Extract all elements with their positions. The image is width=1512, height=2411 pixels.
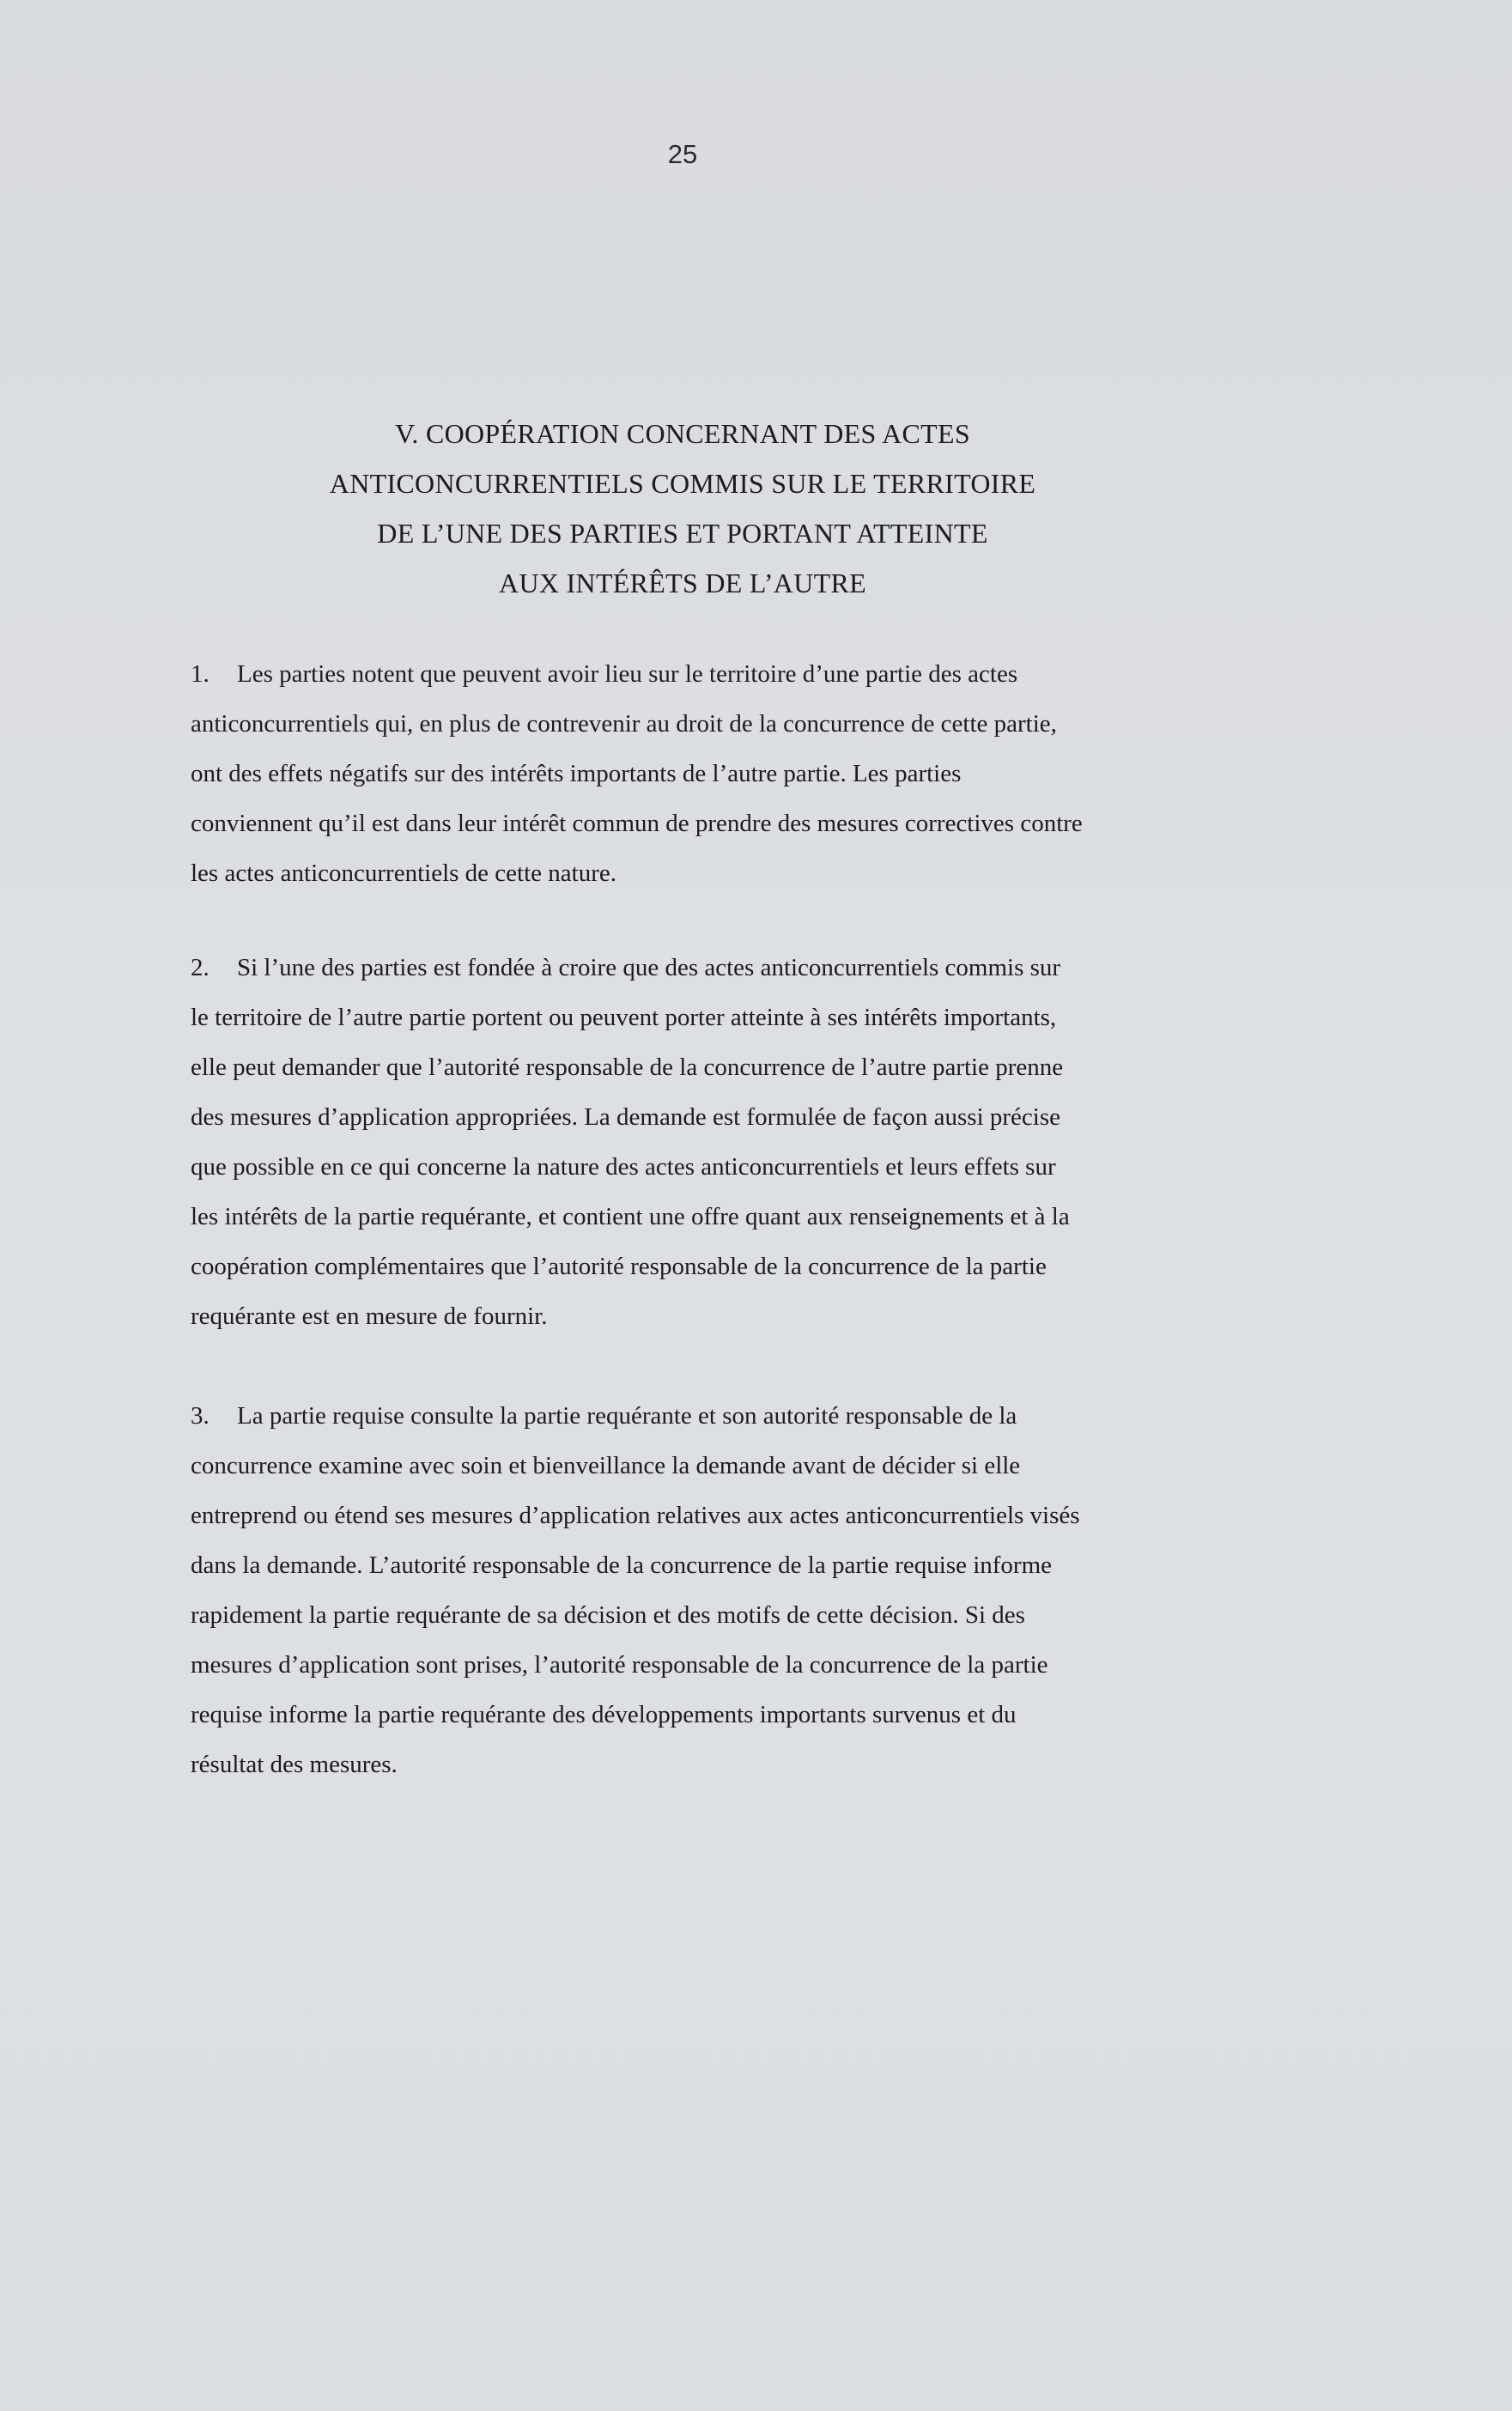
paragraph-line: concurrence examine avec soin et bienveillance la demande avant de décider si elle — [191, 1452, 1021, 1479]
paragraph-line: les actes anticoncurrentiels de cette nature. — [191, 859, 616, 887]
heading-line: V. COOPÉRATION CONCERNANT DES ACTES — [395, 418, 970, 449]
paragraph-3 — [191, 1391, 1178, 1789]
paragraph-line: Les parties notent que peuvent avoir lieu sur le territoire d’une partie des actes — [237, 660, 1018, 688]
paragraph-line: requérante est en mesure de fournir. — [191, 1303, 548, 1330]
heading-line: ANTICONCURRENTIELS COMMIS SUR LE TERRITOIRE — [329, 468, 1036, 499]
paragraph-line: dans la demande. L’autorité responsable de la concurrence de la partie requise informe — [191, 1552, 1053, 1579]
paragraph-1 — [191, 649, 1178, 898]
paragraph-line: elle peut demander que l’autorité responsable de la concurrence de l’autre partie prenne — [191, 1054, 1064, 1081]
paragraph-line: La partie requise consulte la partie requérante et son autorité responsable de la — [237, 1402, 1017, 1430]
section-heading — [0, 409, 1365, 608]
paragraph-number: 2. — [191, 954, 209, 981]
paragraph-number: 3. — [191, 1402, 209, 1430]
paragraph-line: ont des effets négatifs sur des intérêts importants de l’autre partie. Les parties — [191, 760, 962, 787]
paragraph-line: des mesures d’application appropriées. La demande est formulée de façon aussi précise — [191, 1103, 1060, 1131]
heading-line: DE L’UNE DES PARTIES ET PORTANT ATTEINTE — [377, 518, 988, 549]
heading-line: AUX INTÉRÊTS DE L’AUTRE — [499, 568, 866, 598]
paragraph-line: requise informe la partie requérante des développements importants survenus et du — [191, 1701, 1017, 1728]
paragraph-line: que possible en ce qui concerne la nature des actes anticoncurrentiels et leurs effets sur — [191, 1153, 1056, 1181]
paragraph-line: mesures d’application sont prises, l’autorité responsable de la concurrence de la partie — [191, 1651, 1048, 1679]
paragraph-line: coopération complémentaires que l’autorité responsable de la concurrence de la partie — [191, 1253, 1047, 1280]
paragraph-line: Si l’une des parties est fondée à croire que des actes anticoncurrentiels commis sur — [237, 954, 1061, 981]
paragraph-line: le territoire de l’autre partie portent ou peuvent porter atteinte à ses intérêts importants, — [191, 1004, 1057, 1031]
paragraph-line: anticoncurrentiels qui, en plus de contrevenir au droit de la concurrence de cette partie, — [191, 710, 1057, 738]
paragraph-line: conviennent qu’il est dans leur intérêt commun de prendre des mesures correctives contre — [191, 810, 1083, 837]
paragraph-2 — [191, 943, 1178, 1341]
paragraph-line: rapidement la partie requérante de sa décision et des motifs de cette décision. Si des — [191, 1601, 1025, 1629]
paragraph-line: résultat des mesures. — [191, 1751, 398, 1778]
paragraph-line: les intérêts de la partie requérante, et contient une offre quant aux renseignements et à la — [191, 1203, 1070, 1230]
page-number: 25 — [667, 139, 698, 169]
paragraph-number: 1. — [191, 660, 209, 688]
paragraph-line: entreprend ou étend ses mesures d’application relatives aux actes anticoncurrentiels visés — [191, 1502, 1080, 1529]
